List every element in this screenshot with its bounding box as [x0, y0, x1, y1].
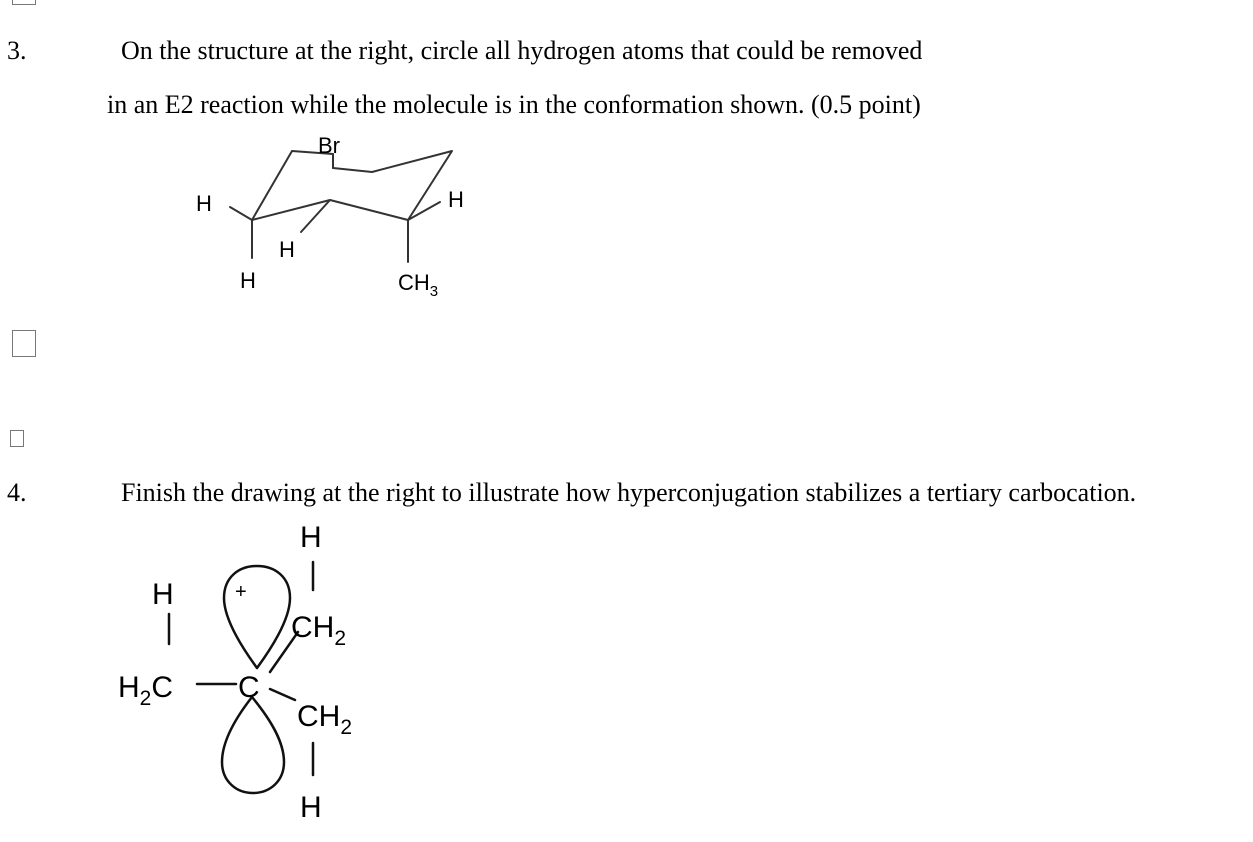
h2c-label: $H_2C$ [118, 671, 174, 710]
h-label-methyl: H [152, 578, 174, 611]
question-3-line-1: On the structure at the right, circle all hydrogen atoms that could be removed [121, 36, 923, 65]
question-4-number: 4. [7, 478, 27, 507]
question-4-line-1: Finish the drawing at the right to illustrate how hyperconjugation stabilizes a tertiary carbocation. [121, 478, 1137, 507]
h-label-top: H [300, 521, 322, 554]
h-label-axial: H [240, 268, 256, 293]
h-label-left: H [196, 191, 212, 216]
plus-sign: + [235, 581, 247, 603]
ch2-label-upper: $CH_2$ [291, 611, 347, 650]
p-orbital-lower-lobe [222, 697, 284, 793]
h-label-c2: H [279, 237, 295, 262]
central-carbon-label: C [238, 671, 260, 704]
br-label: Br [318, 133, 340, 158]
ch3-label: $CH_3$ [398, 270, 439, 300]
h-label-right: H [448, 187, 464, 212]
bond-c-ch2-lower [270, 689, 295, 700]
question-3-number: 3. [7, 36, 27, 65]
h-label-bottom: H [300, 791, 322, 824]
question-3-line-2: in an E2 reaction while the molecule is in the conformation shown. (0.5 point) [107, 90, 921, 119]
p-orbital-upper-lobe [224, 566, 290, 668]
ch2-label-lower: $CH_2$ [297, 700, 353, 739]
